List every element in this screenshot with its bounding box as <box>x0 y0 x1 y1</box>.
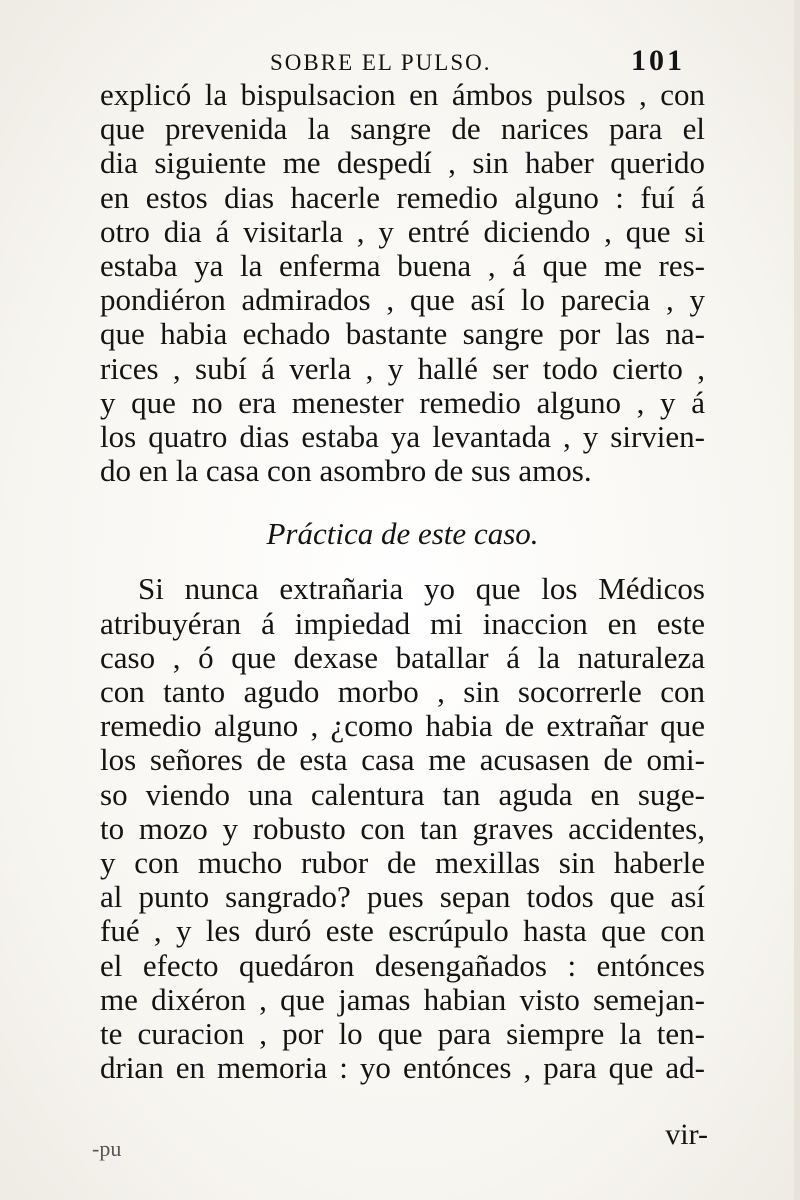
text-line: fué , y les duró este escrúpulo hasta que con <box>100 913 705 949</box>
page-number: 101 <box>631 44 685 77</box>
running-head: SOBRE EL PULSO. <box>270 50 492 75</box>
text-line: remedio alguno , ¿como habia de extrañar que <box>100 708 705 744</box>
catchword: vir- <box>665 1118 708 1151</box>
text-line: drian en memoria : yo entónces , para que ad- <box>100 1050 705 1086</box>
section-subheading: Práctica de este caso. <box>266 516 539 552</box>
text-line: estaba ya la enferma buena , á que me res- <box>100 248 705 284</box>
text-line: el efecto quedáron desengañados : entónces <box>100 947 705 983</box>
text-line: otro dia á visitarla , y entré diciendo , que si <box>100 213 705 249</box>
paragraph-1 <box>100 78 705 488</box>
text-line: y con mucho rubor de mexillas sin haberle <box>100 845 705 881</box>
text-line: Si nunca extrañaria yo que los Médicos <box>138 571 705 607</box>
text-line: que habia echado bastante sangre por las na- <box>100 316 705 352</box>
text-line: caso , ó que dexase batallar á la naturaleza <box>100 639 705 675</box>
text-line: to mozo y robusto con tan graves accidentes, <box>100 810 705 846</box>
text-line: so viendo una calentura tan aguda en suge- <box>100 776 705 812</box>
text-line: con tanto agudo morbo , sin socorrerle con <box>100 674 705 710</box>
text-line: explicó la bispulsacion en ámbos pulsos , con <box>100 77 705 112</box>
text-line: los quatro dias estaba ya levantada , y sirvien- <box>100 419 705 455</box>
text-line: en estos dias hacerle remedio alguno : fuí á <box>100 179 705 215</box>
text-line: pondiéron admirados , que así lo parecia , y <box>100 282 705 318</box>
text-line: al punto sangrado? pues sepan todos que así <box>100 879 705 915</box>
text-line: te curacion , por lo que para siempre la ten- <box>100 1016 705 1052</box>
text-line: rices , subí á verla , y hallé ser todo cierto , <box>100 350 705 386</box>
corner-mark: -pu <box>92 1136 122 1161</box>
text-line: los señores de esta casa me acusasen de omi- <box>100 742 705 778</box>
text-line: me dixéron , que jamas habian visto semejan- <box>100 981 705 1017</box>
text-line: dia siguiente me despedí , sin haber querido <box>100 145 705 181</box>
page-edge <box>794 0 800 1200</box>
text-line: y que no era menester remedio alguno , y á <box>100 384 705 420</box>
text-line: atribuyéran á impiedad mi inaccion en este <box>100 605 705 641</box>
paragraph-2 <box>100 572 705 1085</box>
text-line: do en la casa con asombro de sus amos. <box>100 453 592 489</box>
text-line: que prevenida la sangre de narices para el <box>100 111 705 147</box>
body-text <box>100 78 705 1085</box>
